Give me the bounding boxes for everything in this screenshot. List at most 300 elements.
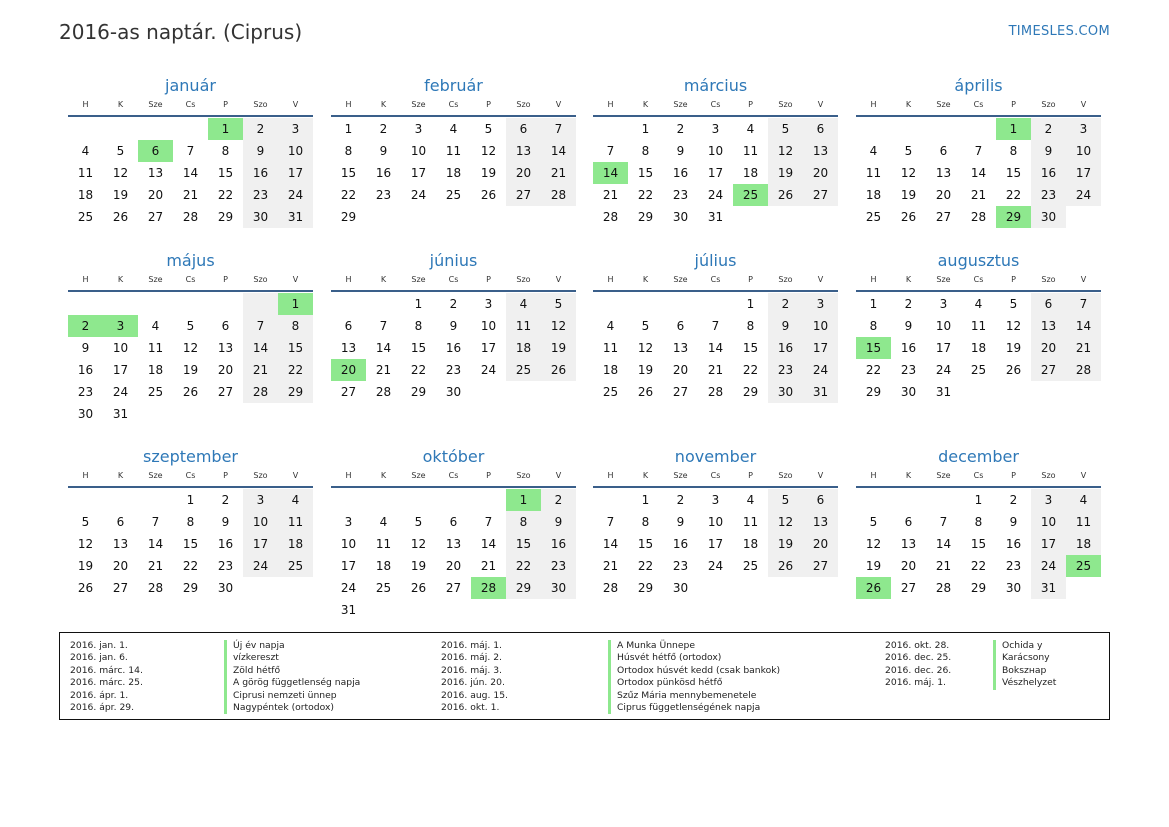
day-cell[interactable]: 11 (970, 319, 987, 333)
day-cell[interactable]: 28 (541, 184, 576, 206)
day-cell[interactable]: 3 (103, 315, 138, 337)
day-cell[interactable]: 16 (541, 533, 576, 555)
day-cell[interactable]: 17 (340, 559, 357, 573)
day-cell[interactable]: 4 (746, 122, 755, 136)
day-cell[interactable]: 22 (1005, 188, 1022, 202)
day-cell[interactable]: 19 (480, 166, 497, 180)
day-cell[interactable]: 22 (637, 559, 654, 573)
day-cell[interactable]: 12 (768, 511, 803, 533)
day-cell[interactable]: 16 (1005, 537, 1022, 551)
day-cell[interactable]: 6 (116, 515, 125, 529)
day-cell[interactable]: 26 (541, 359, 576, 381)
day-cell[interactable]: 11 (77, 166, 94, 180)
day-cell[interactable]: 13 (217, 341, 234, 355)
day-cell[interactable]: 31 (935, 385, 952, 399)
day-cell[interactable]: 7 (484, 515, 493, 529)
day-cell[interactable]: 24 (410, 188, 427, 202)
day-cell[interactable]: 22 (340, 188, 357, 202)
day-cell[interactable]: 28 (375, 385, 392, 399)
day-cell[interactable]: 4 (278, 489, 313, 511)
day-cell[interactable]: 14 (935, 537, 952, 551)
day-cell[interactable]: 6 (939, 144, 948, 158)
day-cell[interactable]: 25 (278, 555, 313, 577)
day-cell[interactable]: 16 (445, 341, 462, 355)
day-cell[interactable]: 15 (637, 166, 654, 180)
day-cell[interactable]: 5 (641, 319, 650, 333)
day-cell[interactable]: 29 (217, 210, 234, 224)
day-cell[interactable]: 24 (707, 559, 724, 573)
day-cell[interactable]: 19 (900, 188, 917, 202)
day-cell[interactable]: 8 (221, 144, 230, 158)
day-cell[interactable]: 7 (379, 319, 388, 333)
day-cell[interactable]: 29 (340, 210, 357, 224)
day-cell[interactable]: 22 (742, 363, 759, 377)
day-cell[interactable]: 21 (602, 559, 619, 573)
day-cell[interactable]: 21 (147, 559, 164, 573)
day-cell[interactable]: 12 (410, 537, 427, 551)
day-cell[interactable]: 27 (900, 581, 917, 595)
day-cell[interactable]: 20 (935, 188, 952, 202)
day-cell[interactable]: 5 (768, 118, 803, 140)
day-cell[interactable]: 24 (935, 363, 952, 377)
day-cell[interactable]: 7 (186, 144, 195, 158)
day-cell[interactable]: 7 (606, 515, 615, 529)
day-cell[interactable]: 2 (768, 293, 803, 315)
day-cell[interactable]: 28 (243, 381, 278, 403)
day-cell[interactable]: 21 (243, 359, 278, 381)
day-cell[interactable]: 21 (602, 188, 619, 202)
day-cell[interactable]: 16 (243, 162, 278, 184)
day-cell[interactable]: 30 (77, 407, 94, 421)
day-cell[interactable]: 23 (900, 363, 917, 377)
day-cell[interactable]: 8 (641, 144, 650, 158)
day-cell[interactable]: 14 (707, 341, 724, 355)
day-cell[interactable]: 4 (449, 122, 458, 136)
day-cell[interactable]: 17 (1031, 533, 1066, 555)
day-cell[interactable]: 26 (1005, 363, 1022, 377)
day-cell[interactable]: 11 (742, 515, 759, 529)
day-cell[interactable]: 12 (182, 341, 199, 355)
day-cell[interactable]: 15 (1005, 166, 1022, 180)
day-cell[interactable]: 27 (506, 184, 541, 206)
day-cell[interactable]: 28 (147, 581, 164, 595)
day-cell[interactable]: 13 (147, 166, 164, 180)
day-cell[interactable]: 24 (707, 188, 724, 202)
day-cell[interactable]: 2 (541, 489, 576, 511)
day-cell[interactable]: 19 (865, 559, 882, 573)
day-cell[interactable]: 23 (1031, 184, 1066, 206)
day-cell[interactable]: 27 (803, 555, 838, 577)
day-cell[interactable]: 13 (506, 140, 541, 162)
day-cell[interactable]: 11 (1066, 511, 1101, 533)
day-cell[interactable]: 29 (865, 385, 882, 399)
day-cell[interactable]: 19 (112, 188, 129, 202)
day-cell[interactable]: 17 (935, 341, 952, 355)
day-cell[interactable]: 30 (672, 581, 689, 595)
day-cell[interactable]: 3 (803, 293, 838, 315)
day-cell[interactable]: 2 (676, 122, 685, 136)
day-cell[interactable]: 28 (602, 581, 619, 595)
day-cell[interactable]: 28 (707, 385, 724, 399)
day-cell[interactable]: 15 (340, 166, 357, 180)
day-cell[interactable]: 29 (410, 385, 427, 399)
day-cell[interactable]: 20 (217, 363, 234, 377)
day-cell[interactable]: 9 (904, 319, 913, 333)
day-cell[interactable]: 29 (506, 577, 541, 599)
day-cell[interactable]: 10 (935, 319, 952, 333)
day-cell[interactable]: 20 (147, 188, 164, 202)
day-cell[interactable]: 12 (637, 341, 654, 355)
day-cell[interactable]: 28 (970, 210, 987, 224)
day-cell[interactable]: 13 (803, 511, 838, 533)
day-cell[interactable]: 11 (506, 315, 541, 337)
day-cell[interactable]: 3 (939, 297, 948, 311)
day-cell[interactable]: 8 (974, 515, 983, 529)
day-cell[interactable]: 2 (1031, 118, 1066, 140)
day-cell[interactable]: 30 (768, 381, 803, 403)
day-cell[interactable]: 15 (506, 533, 541, 555)
day-cell[interactable]: 1 (208, 118, 243, 140)
day-cell[interactable]: 29 (970, 581, 987, 595)
day-cell[interactable]: 4 (746, 493, 755, 507)
day-cell[interactable]: 25 (733, 184, 768, 206)
day-cell[interactable]: 27 (147, 210, 164, 224)
day-cell[interactable]: 31 (112, 407, 129, 421)
day-cell[interactable]: 16 (217, 537, 234, 551)
day-cell[interactable]: 18 (742, 537, 759, 551)
day-cell[interactable]: 20 (445, 559, 462, 573)
day-cell[interactable]: 27 (1031, 359, 1066, 381)
day-cell[interactable]: 19 (182, 363, 199, 377)
day-cell[interactable]: 15 (970, 537, 987, 551)
day-cell[interactable]: 29 (182, 581, 199, 595)
day-cell[interactable]: 13 (935, 166, 952, 180)
day-cell[interactable]: 10 (1031, 511, 1066, 533)
day-cell[interactable]: 9 (449, 319, 458, 333)
day-cell[interactable]: 4 (1066, 489, 1101, 511)
day-cell[interactable]: 15 (637, 537, 654, 551)
day-cell[interactable]: 20 (900, 559, 917, 573)
day-cell[interactable]: 6 (449, 515, 458, 529)
day-cell[interactable]: 7 (606, 144, 615, 158)
day-cell[interactable]: 9 (379, 144, 388, 158)
day-cell[interactable]: 25 (970, 363, 987, 377)
day-cell[interactable]: 11 (278, 511, 313, 533)
day-cell[interactable]: 30 (445, 385, 462, 399)
day-cell[interactable]: 23 (445, 363, 462, 377)
day-cell[interactable]: 13 (112, 537, 129, 551)
day-cell[interactable]: 5 (1009, 297, 1018, 311)
day-cell[interactable]: 23 (768, 359, 803, 381)
day-cell[interactable]: 9 (221, 515, 230, 529)
day-cell[interactable]: 8 (641, 515, 650, 529)
day-cell[interactable]: 14 (480, 537, 497, 551)
day-cell[interactable]: 11 (375, 537, 392, 551)
day-cell[interactable]: 18 (445, 166, 462, 180)
day-cell[interactable]: 3 (278, 118, 313, 140)
day-cell[interactable]: 31 (340, 603, 357, 617)
day-cell[interactable]: 29 (742, 385, 759, 399)
day-cell[interactable]: 29 (996, 206, 1031, 228)
day-cell[interactable]: 24 (243, 555, 278, 577)
day-cell[interactable]: 30 (1005, 581, 1022, 595)
day-cell[interactable]: 25 (1066, 555, 1101, 577)
day-cell[interactable]: 22 (278, 359, 313, 381)
day-cell[interactable]: 3 (414, 122, 423, 136)
day-cell[interactable]: 21 (935, 559, 952, 573)
day-cell[interactable]: 2 (676, 493, 685, 507)
day-cell[interactable]: 22 (865, 363, 882, 377)
day-cell[interactable]: 14 (541, 140, 576, 162)
day-cell[interactable]: 25 (147, 385, 164, 399)
day-cell[interactable]: 16 (77, 363, 94, 377)
day-cell[interactable]: 10 (112, 341, 129, 355)
day-cell[interactable]: 26 (856, 577, 891, 599)
day-cell[interactable]: 6 (344, 319, 353, 333)
day-cell[interactable]: 2 (68, 315, 103, 337)
day-cell[interactable]: 23 (672, 188, 689, 202)
day-cell[interactable]: 25 (375, 581, 392, 595)
day-cell[interactable]: 31 (1031, 577, 1066, 599)
day-cell[interactable]: 30 (541, 577, 576, 599)
day-cell[interactable]: 27 (445, 581, 462, 595)
day-cell[interactable]: 1 (344, 122, 353, 136)
day-cell[interactable]: 21 (480, 559, 497, 573)
day-cell[interactable]: 12 (900, 166, 917, 180)
day-cell[interactable]: 22 (970, 559, 987, 573)
day-cell[interactable]: 19 (768, 533, 803, 555)
day-cell[interactable]: 14 (602, 537, 619, 551)
day-cell[interactable]: 24 (340, 581, 357, 595)
day-cell[interactable]: 16 (375, 166, 392, 180)
day-cell[interactable]: 23 (243, 184, 278, 206)
day-cell[interactable]: 1 (506, 489, 541, 511)
day-cell[interactable]: 2 (904, 297, 913, 311)
day-cell[interactable]: 5 (768, 489, 803, 511)
day-cell[interactable]: 18 (742, 166, 759, 180)
day-cell[interactable]: 3 (1031, 489, 1066, 511)
day-cell[interactable]: 14 (970, 166, 987, 180)
day-cell[interactable]: 16 (1031, 162, 1066, 184)
day-cell[interactable]: 1 (641, 122, 650, 136)
day-cell[interactable]: 11 (742, 144, 759, 158)
day-cell[interactable]: 6 (506, 118, 541, 140)
day-cell[interactable]: 7 (243, 315, 278, 337)
day-cell[interactable]: 9 (81, 341, 90, 355)
day-cell[interactable]: 25 (742, 559, 759, 573)
day-cell[interactable]: 14 (1066, 315, 1101, 337)
day-cell[interactable]: 11 (602, 341, 619, 355)
day-cell[interactable]: 24 (1031, 555, 1066, 577)
day-cell[interactable]: 7 (939, 515, 948, 529)
day-cell[interactable]: 9 (1031, 140, 1066, 162)
day-cell[interactable]: 23 (541, 555, 576, 577)
day-cell[interactable]: 15 (742, 341, 759, 355)
day-cell[interactable]: 30 (217, 581, 234, 595)
day-cell[interactable]: 17 (278, 162, 313, 184)
day-cell[interactable]: 26 (637, 385, 654, 399)
day-cell[interactable]: 2 (449, 297, 458, 311)
day-cell[interactable]: 23 (77, 385, 94, 399)
day-cell[interactable]: 31 (278, 206, 313, 228)
day-cell[interactable]: 4 (974, 297, 983, 311)
day-cell[interactable]: 5 (541, 293, 576, 315)
day-cell[interactable]: 8 (414, 319, 423, 333)
day-cell[interactable]: 4 (506, 293, 541, 315)
day-cell[interactable]: 8 (186, 515, 195, 529)
day-cell[interactable]: 6 (138, 140, 173, 162)
day-cell[interactable]: 30 (1031, 206, 1066, 228)
day-cell[interactable]: 10 (340, 537, 357, 551)
day-cell[interactable]: 21 (707, 363, 724, 377)
day-cell[interactable]: 12 (541, 315, 576, 337)
day-cell[interactable]: 18 (278, 533, 313, 555)
day-cell[interactable]: 10 (410, 144, 427, 158)
day-cell[interactable]: 8 (278, 315, 313, 337)
day-cell[interactable]: 18 (506, 337, 541, 359)
day-cell[interactable]: 27 (217, 385, 234, 399)
day-cell[interactable]: 15 (278, 337, 313, 359)
day-cell[interactable]: 23 (672, 559, 689, 573)
day-cell[interactable]: 20 (112, 559, 129, 573)
day-cell[interactable]: 7 (541, 118, 576, 140)
day-cell[interactable]: 8 (1009, 144, 1018, 158)
day-cell[interactable]: 6 (221, 319, 230, 333)
day-cell[interactable]: 14 (375, 341, 392, 355)
day-cell[interactable]: 4 (151, 319, 160, 333)
day-cell[interactable]: 17 (410, 166, 427, 180)
day-cell[interactable]: 12 (768, 140, 803, 162)
day-cell[interactable]: 27 (935, 210, 952, 224)
day-cell[interactable]: 19 (541, 337, 576, 359)
day-cell[interactable]: 28 (182, 210, 199, 224)
day-cell[interactable]: 14 (243, 337, 278, 359)
day-cell[interactable]: 25 (445, 188, 462, 202)
day-cell[interactable]: 19 (410, 559, 427, 573)
brand-link[interactable]: TIMESLES.COM (1008, 24, 1110, 39)
day-cell[interactable]: 4 (606, 319, 615, 333)
day-cell[interactable]: 12 (1005, 319, 1022, 333)
day-cell[interactable]: 9 (243, 140, 278, 162)
day-cell[interactable]: 19 (768, 162, 803, 184)
day-cell[interactable]: 30 (243, 206, 278, 228)
day-cell[interactable]: 9 (676, 144, 685, 158)
day-cell[interactable]: 6 (803, 118, 838, 140)
day-cell[interactable]: 11 (865, 166, 882, 180)
day-cell[interactable]: 17 (707, 166, 724, 180)
day-cell[interactable]: 11 (445, 144, 462, 158)
day-cell[interactable]: 14 (593, 162, 628, 184)
day-cell[interactable]: 21 (1066, 337, 1101, 359)
day-cell[interactable]: 13 (445, 537, 462, 551)
day-cell[interactable]: 30 (900, 385, 917, 399)
day-cell[interactable]: 2 (221, 493, 230, 507)
day-cell[interactable]: 23 (1005, 559, 1022, 573)
day-cell[interactable]: 22 (182, 559, 199, 573)
day-cell[interactable]: 27 (803, 184, 838, 206)
day-cell[interactable]: 3 (711, 122, 720, 136)
day-cell[interactable]: 8 (506, 511, 541, 533)
day-cell[interactable]: 17 (707, 537, 724, 551)
day-cell[interactable]: 16 (672, 537, 689, 551)
day-cell[interactable]: 10 (707, 144, 724, 158)
day-cell[interactable]: 13 (340, 341, 357, 355)
day-cell[interactable]: 27 (672, 385, 689, 399)
day-cell[interactable]: 5 (414, 515, 423, 529)
day-cell[interactable]: 24 (480, 363, 497, 377)
day-cell[interactable]: 17 (1066, 162, 1101, 184)
day-cell[interactable]: 18 (865, 188, 882, 202)
day-cell[interactable]: 1 (186, 493, 195, 507)
day-cell[interactable]: 21 (970, 188, 987, 202)
day-cell[interactable]: 9 (541, 511, 576, 533)
day-cell[interactable]: 17 (480, 341, 497, 355)
day-cell[interactable]: 26 (900, 210, 917, 224)
day-cell[interactable]: 7 (974, 144, 983, 158)
day-cell[interactable]: 6 (904, 515, 913, 529)
day-cell[interactable]: 10 (278, 140, 313, 162)
day-cell[interactable]: 6 (1031, 293, 1066, 315)
day-cell[interactable]: 21 (541, 162, 576, 184)
day-cell[interactable]: 24 (112, 385, 129, 399)
day-cell[interactable]: 28 (1066, 359, 1101, 381)
day-cell[interactable]: 12 (865, 537, 882, 551)
day-cell[interactable]: 3 (1066, 118, 1101, 140)
day-cell[interactable]: 13 (672, 341, 689, 355)
day-cell[interactable]: 17 (243, 533, 278, 555)
day-cell[interactable]: 28 (602, 210, 619, 224)
day-cell[interactable]: 9 (1009, 515, 1018, 529)
day-cell[interactable]: 15 (410, 341, 427, 355)
day-cell[interactable]: 9 (676, 515, 685, 529)
day-cell[interactable]: 5 (116, 144, 125, 158)
day-cell[interactable]: 15 (182, 537, 199, 551)
day-cell[interactable]: 1 (746, 297, 755, 311)
day-cell[interactable]: 5 (81, 515, 90, 529)
day-cell[interactable]: 3 (711, 493, 720, 507)
day-cell[interactable]: 1 (414, 297, 423, 311)
day-cell[interactable]: 24 (1066, 184, 1101, 206)
day-cell[interactable]: 1 (641, 493, 650, 507)
day-cell[interactable]: 25 (77, 210, 94, 224)
day-cell[interactable]: 22 (410, 363, 427, 377)
day-cell[interactable]: 29 (278, 381, 313, 403)
day-cell[interactable]: 20 (803, 533, 838, 555)
day-cell[interactable]: 10 (243, 511, 278, 533)
day-cell[interactable]: 7 (711, 319, 720, 333)
day-cell[interactable]: 20 (506, 162, 541, 184)
day-cell[interactable]: 18 (970, 341, 987, 355)
day-cell[interactable]: 17 (112, 363, 129, 377)
day-cell[interactable]: 8 (746, 319, 755, 333)
day-cell[interactable]: 2 (243, 118, 278, 140)
day-cell[interactable]: 23 (217, 559, 234, 573)
day-cell[interactable]: 31 (803, 381, 838, 403)
day-cell[interactable]: 20 (1031, 337, 1066, 359)
day-cell[interactable]: 27 (340, 385, 357, 399)
day-cell[interactable]: 15 (217, 166, 234, 180)
day-cell[interactable]: 18 (375, 559, 392, 573)
day-cell[interactable]: 26 (480, 188, 497, 202)
day-cell[interactable]: 26 (410, 581, 427, 595)
day-cell[interactable]: 7 (1066, 293, 1101, 315)
day-cell[interactable]: 17 (803, 337, 838, 359)
day-cell[interactable]: 9 (768, 315, 803, 337)
day-cell[interactable]: 10 (480, 319, 497, 333)
day-cell[interactable]: 23 (375, 188, 392, 202)
day-cell[interactable]: 13 (803, 140, 838, 162)
day-cell[interactable]: 26 (182, 385, 199, 399)
